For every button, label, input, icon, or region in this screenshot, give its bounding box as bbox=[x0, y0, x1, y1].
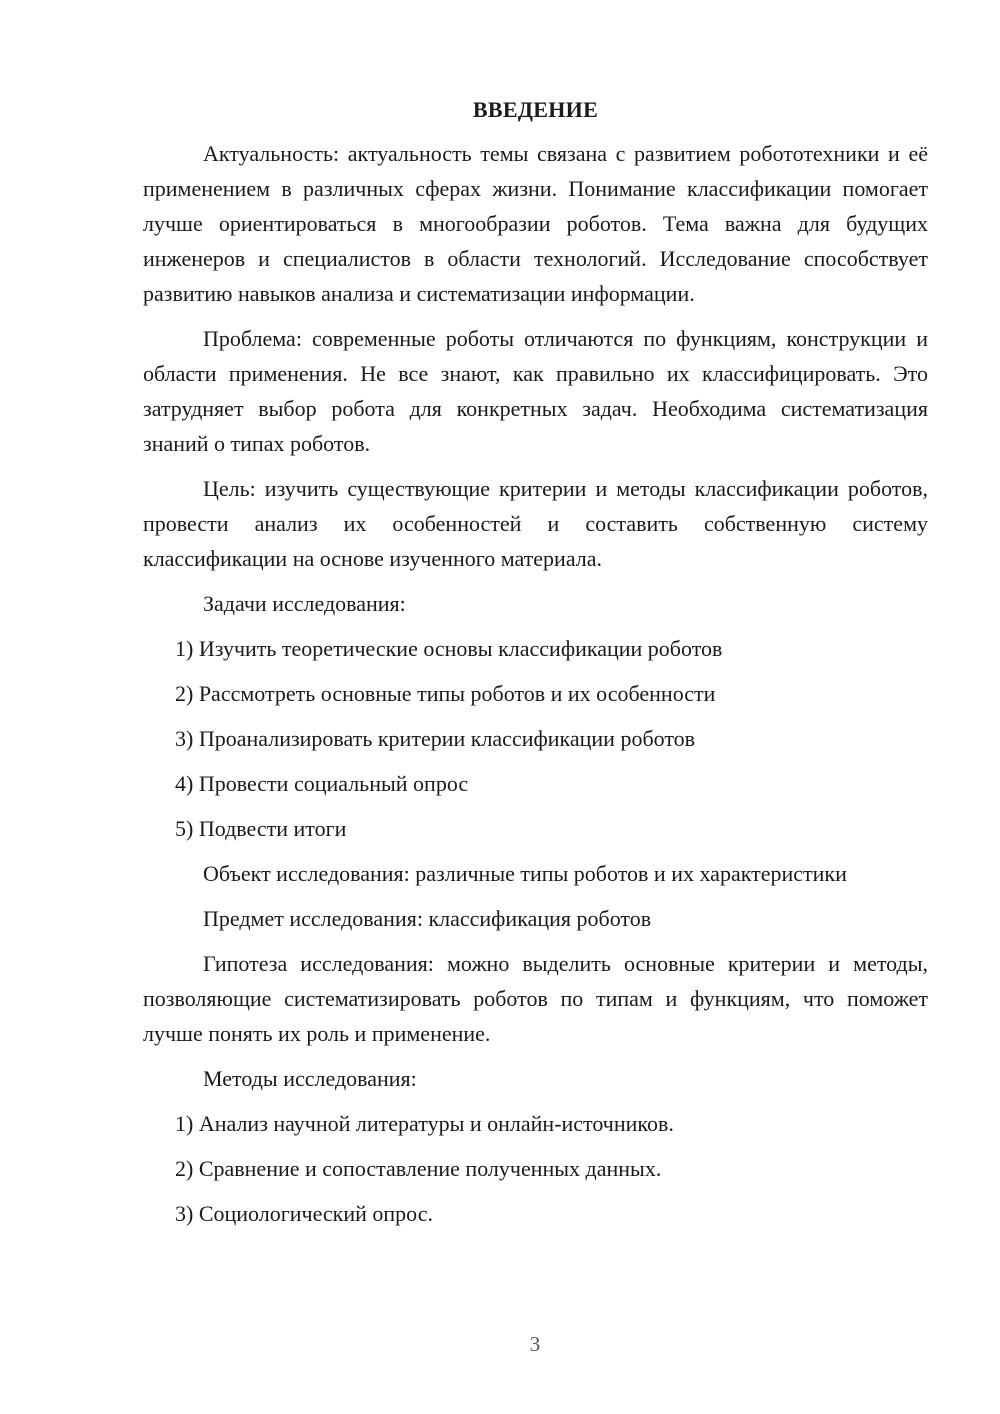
methods-heading: Методы исследования: bbox=[203, 1066, 417, 1091]
object-paragraph: Объект исследования: различные типы роботов и их характеристики bbox=[203, 861, 847, 886]
list-item: 5) Подвести итоги bbox=[175, 816, 347, 841]
subject-paragraph: Предмет исследования: классификация роботов bbox=[203, 906, 652, 931]
list-item: 4) Провести социальный опрос bbox=[175, 771, 469, 796]
hypothesis-paragraph: Гипотеза исследования: можно выделить основные критерии и методы, позволяющие систематизировать роботов по типам и функциям, что поможет лучше понять их роль и применение. bbox=[143, 951, 928, 1046]
list-item: 2) Рассмотреть основные типы роботов и их особенности bbox=[175, 681, 716, 706]
document-page bbox=[143, 94, 928, 1241]
list-item: 3) Социологический опрос. bbox=[175, 1201, 433, 1226]
page-title: ВВЕДЕНИЕ bbox=[472, 97, 599, 122]
goal-paragraph: Цель: изучить существующие критерии и методы классификации роботов, провести анализ их особенностей и составить собственную систему классификации на основе изученного материала. bbox=[143, 476, 928, 571]
relevance-paragraph: Актуальность: актуальность темы связана с развитием робототехники и её применением в различных сферах жизни. Понимание классификации помогает лучше ориентироваться в многообразии роботов. Тема важна для будущих инженеров и специалистов в области технологий. Исследование способствует развитию навыков анализа и систематизации информации. bbox=[143, 141, 928, 306]
tasks-list bbox=[143, 631, 928, 846]
list-item: 1) Анализ научной литературы и онлайн-источников. bbox=[175, 1111, 674, 1136]
list-item: 3) Проанализировать критерии классификации роботов bbox=[175, 726, 696, 751]
problem-paragraph: Проблема: современные роботы отличаются по функциям, конструкции и области применения. Не все знают, как правильно их классифицировать. Это затрудняет выбор робота для конкретных задач. Необходима систематизация знаний о типах роботов. bbox=[143, 326, 928, 456]
page-number: 3 bbox=[529, 1332, 541, 1356]
tasks-heading: Задачи исследования: bbox=[203, 591, 406, 616]
list-item: 1) Изучить теоретические основы классификации роботов bbox=[175, 636, 723, 661]
methods-list bbox=[143, 1106, 928, 1231]
list-item: 2) Сравнение и сопоставление полученных данных. bbox=[175, 1156, 662, 1181]
